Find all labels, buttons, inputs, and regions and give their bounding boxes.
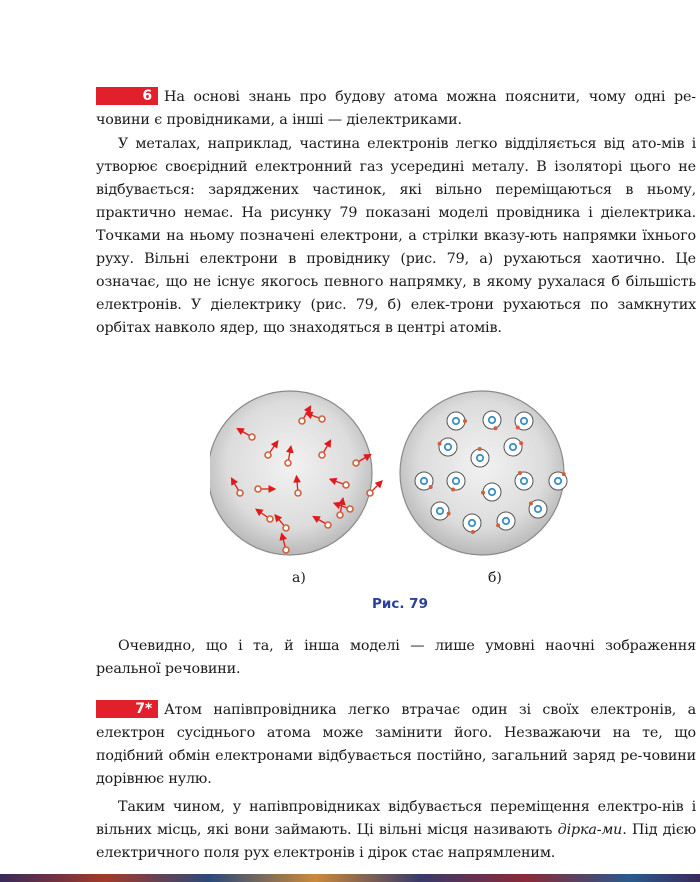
atom-nucleus [421,478,427,484]
free-electron [319,416,325,422]
insulator-model [400,391,567,555]
figure-title: Рис. 79 [372,596,428,612]
free-electron [367,490,373,496]
bound-electron [518,471,522,475]
atom-nucleus [469,520,475,526]
holes-text-after: . Під дією електричного поля рух електронів і дірок стає напрямленим. [96,822,696,861]
holes-text-before: Таким чином, у напівпровідниках відбувається переміщення електро-нів і вільних місць, які вони займають. Ці вільні місця називають [96,799,696,838]
conductor-model [210,391,382,555]
section-6-lead: На основі знань про будову атома можна пояснити, чому одні ре-човини є провідниками, а інші — діелектриками. [96,89,696,128]
bound-electron [478,447,482,451]
holes-paragraph [96,796,696,865]
free-electron [249,434,255,440]
section-6-badge: 6 [96,87,158,105]
atom-nucleus [489,417,495,423]
atom-nucleus [453,418,459,424]
bound-electron [519,441,523,445]
bound-electron [516,425,520,429]
bound-electron [529,501,533,505]
free-electron [347,506,353,512]
conductor-disk [210,391,372,555]
atom-nucleus [503,518,509,524]
figure-label-b: б) [488,570,502,586]
figure-label-a: а) [292,570,306,586]
bound-electron [451,488,455,492]
free-electron [343,482,349,488]
atom-nucleus [535,506,541,512]
free-electron [319,452,325,458]
free-electron [325,522,331,528]
bound-electron [471,530,475,534]
atom-nucleus [445,444,451,450]
free-electron [295,490,301,496]
bound-electron [562,472,566,476]
section-7-lead: Атом напівпровідника легко втрачає один зі своїх електронів, а електрон сусіднього атома може замінити його. Незважаючи на те, що подібний обмін електронами відбувається постійно, загальний заряд ре-човини дорівнює нулю. [96,702,696,787]
atom-nucleus [477,455,483,461]
section-7-paragraph [96,699,696,791]
bound-electron [429,485,433,489]
free-electron [337,512,343,518]
atom-nucleus [555,478,561,484]
free-electron [267,516,273,522]
bound-electron [438,442,442,446]
free-electron [265,452,271,458]
figure-79 [210,385,580,565]
bound-electron [463,419,467,423]
free-electron [283,547,289,553]
bound-electron [494,426,498,430]
bound-electron [496,523,500,527]
atom-nucleus [510,444,516,450]
bound-electron [481,491,485,495]
free-electron [283,525,289,531]
free-electron [285,460,291,466]
section-7-badge: 7* [96,700,158,718]
free-electron [255,486,261,492]
atom-nucleus [453,478,459,484]
decorative-bottom-strip [0,874,700,882]
free-electron [353,460,359,466]
holes-term: дірка-ми [557,822,623,838]
free-electron [299,418,305,424]
atom-nucleus [437,508,443,514]
free-electron [237,490,243,496]
section-6-paragraph [96,86,696,132]
metals-paragraph: У металах, наприклад, частина електронів легко відділяється від ато-мів і утворює своєрідний електронний газ усередині металу. В ізоляторі цього не відбувається: заряджених частинок, які вільно переміщаються в ньому, практично немає. На рисунку 79 показані моделі провідника і діелектрика. Точками на ньому позначені електрони, а стрілки вказу-ють напрямки їхнього руху. Вільні електрони в провіднику (рис. 79, а) рухаються хаотично. Це означає, що не існує якогось певного напрямку, в якому рухалася б більшість електронів. У діелектрику (рис. 79, б) елек-трони рухаються по замкнутих орбітах навколо ядер, що знаходяться в центрі атомів. [96,136,696,336]
atom-nucleus [521,478,527,484]
atom-nucleus [521,418,527,424]
models-paragraph: Очевидно, що і та, й інша моделі — лише умовні наочні зображення реальної речовини. [96,638,696,677]
bound-electron [447,512,451,516]
atom-nucleus [489,489,495,495]
